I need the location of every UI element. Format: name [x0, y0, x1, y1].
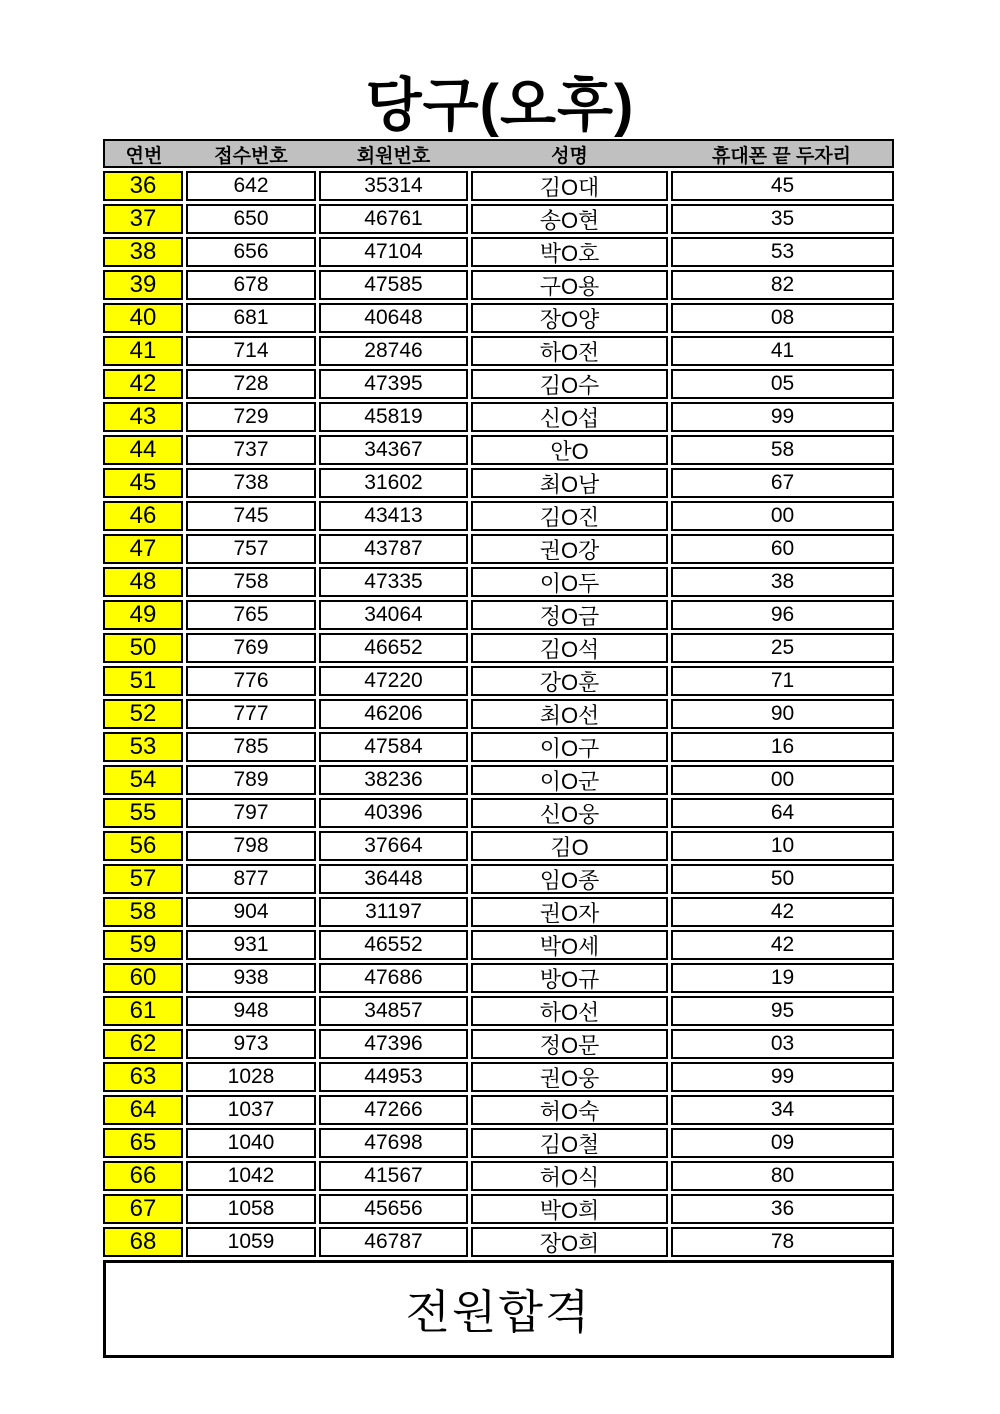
phone-digits-cell: 36 [671, 1194, 894, 1224]
seq-cell: 54 [103, 765, 183, 795]
seq-cell: 67 [103, 1194, 183, 1224]
member-no-cell: 46761 [319, 204, 468, 234]
name-cell: 신O섭 [471, 402, 668, 432]
member-no-cell: 47266 [319, 1095, 468, 1125]
member-no-cell: 34857 [319, 996, 468, 1026]
name-cell: 임O종 [471, 864, 668, 894]
name-cell: 김O석 [471, 633, 668, 663]
receipt-no-cell: 938 [186, 963, 316, 993]
member-no-cell: 36448 [319, 864, 468, 894]
receipt-no-cell: 798 [186, 831, 316, 861]
phone-digits-cell: 03 [671, 1029, 894, 1059]
name-cell: 최O선 [471, 699, 668, 729]
name-cell: 권O자 [471, 897, 668, 927]
name-cell: 권O강 [471, 534, 668, 564]
receipt-no-cell: 757 [186, 534, 316, 564]
seq-cell: 38 [103, 237, 183, 267]
table-header-grid [105, 141, 892, 166]
receipt-no-cell: 650 [186, 204, 316, 234]
name-cell: 이O군 [471, 765, 668, 795]
member-no-cell: 47396 [319, 1029, 468, 1059]
phone-digits-cell: 96 [671, 600, 894, 630]
phone-digits-cell: 78 [671, 1227, 894, 1257]
name-cell: 하O선 [471, 996, 668, 1026]
member-no-cell: 40648 [319, 303, 468, 333]
seq-cell: 55 [103, 798, 183, 828]
phone-digits-cell: 99 [671, 402, 894, 432]
seq-cell: 48 [103, 567, 183, 597]
receipt-no-cell: 948 [186, 996, 316, 1026]
name-cell: 권O웅 [471, 1062, 668, 1092]
phone-digits-cell: 00 [671, 765, 894, 795]
seq-cell: 43 [103, 402, 183, 432]
member-no-cell: 47335 [319, 567, 468, 597]
name-cell: 김O대 [471, 171, 668, 201]
member-no-cell: 31602 [319, 468, 468, 498]
receipt-no-cell: 656 [186, 237, 316, 267]
seq-cell: 40 [103, 303, 183, 333]
table-header-row [103, 139, 894, 168]
member-no-cell: 31197 [319, 897, 468, 927]
header-cell-phone-digits: 휴대폰 끝 두자리 [711, 146, 852, 167]
member-no-cell: 47584 [319, 732, 468, 762]
seq-cell: 37 [103, 204, 183, 234]
name-cell: 허O식 [471, 1161, 668, 1191]
seq-cell: 52 [103, 699, 183, 729]
seq-cell: 53 [103, 732, 183, 762]
seq-cell: 41 [103, 336, 183, 366]
receipt-no-cell: 1028 [186, 1062, 316, 1092]
phone-digits-cell: 95 [671, 996, 894, 1026]
seq-cell: 60 [103, 963, 183, 993]
phone-digits-cell: 38 [671, 567, 894, 597]
seq-cell: 59 [103, 930, 183, 960]
results-table [103, 139, 898, 1358]
phone-digits-cell: 45 [671, 171, 894, 201]
member-no-cell: 45656 [319, 1194, 468, 1224]
member-no-cell: 35314 [319, 171, 468, 201]
seq-cell: 68 [103, 1227, 183, 1257]
member-no-cell: 34064 [319, 600, 468, 630]
member-no-cell: 28746 [319, 336, 468, 366]
header-cell-receipt-no: 접수번호 [214, 146, 288, 167]
name-cell: 송O현 [471, 204, 668, 234]
receipt-no-cell: 769 [186, 633, 316, 663]
seq-cell: 46 [103, 501, 183, 531]
phone-digits-cell: 82 [671, 270, 894, 300]
phone-digits-cell: 64 [671, 798, 894, 828]
member-no-cell: 44953 [319, 1062, 468, 1092]
member-no-cell: 38236 [319, 765, 468, 795]
seq-cell: 62 [103, 1029, 183, 1059]
page-title: 당구(오후) [365, 73, 635, 138]
phone-digits-cell: 10 [671, 831, 894, 861]
phone-digits-cell: 42 [671, 930, 894, 960]
member-no-cell: 46652 [319, 633, 468, 663]
member-no-cell: 37664 [319, 831, 468, 861]
receipt-no-cell: 1040 [186, 1128, 316, 1158]
phone-digits-cell: 09 [671, 1128, 894, 1158]
member-no-cell: 47395 [319, 369, 468, 399]
seq-cell: 39 [103, 270, 183, 300]
receipt-no-cell: 877 [186, 864, 316, 894]
name-cell: 이O두 [471, 567, 668, 597]
seq-cell: 64 [103, 1095, 183, 1125]
phone-digits-cell: 50 [671, 864, 894, 894]
name-cell: 김O [471, 831, 668, 861]
name-cell: 김O수 [471, 369, 668, 399]
phone-digits-cell: 99 [671, 1062, 894, 1092]
seq-cell: 36 [103, 171, 183, 201]
receipt-no-cell: 1059 [186, 1227, 316, 1257]
receipt-no-cell: 973 [186, 1029, 316, 1059]
phone-digits-cell: 35 [671, 204, 894, 234]
name-cell: 장O양 [471, 303, 668, 333]
phone-digits-cell: 53 [671, 237, 894, 267]
phone-digits-cell: 90 [671, 699, 894, 729]
member-no-cell: 47585 [319, 270, 468, 300]
seq-cell: 63 [103, 1062, 183, 1092]
member-no-cell: 47698 [319, 1128, 468, 1158]
seq-cell: 42 [103, 369, 183, 399]
receipt-no-cell: 789 [186, 765, 316, 795]
receipt-no-cell: 1037 [186, 1095, 316, 1125]
header-cell-member-no: 회원번호 [356, 146, 431, 167]
seq-cell: 47 [103, 534, 183, 564]
name-cell: 방O규 [471, 963, 668, 993]
member-no-cell: 40396 [319, 798, 468, 828]
name-cell: 안O [471, 435, 668, 465]
receipt-no-cell: 737 [186, 435, 316, 465]
seq-cell: 65 [103, 1128, 183, 1158]
header-cell-name: 성명 [551, 146, 588, 167]
name-cell: 김O진 [471, 501, 668, 531]
receipt-no-cell: 1042 [186, 1161, 316, 1191]
all-pass-banner: 전원합격 [103, 1260, 894, 1358]
phone-digits-cell: 80 [671, 1161, 894, 1191]
receipt-no-cell: 745 [186, 501, 316, 531]
receipt-no-cell: 1058 [186, 1194, 316, 1224]
name-cell: 이O구 [471, 732, 668, 762]
phone-digits-cell: 16 [671, 732, 894, 762]
phone-digits-cell: 60 [671, 534, 894, 564]
seq-cell: 49 [103, 600, 183, 630]
header-cell-seq: 연번 [125, 146, 163, 167]
name-cell: 최O남 [471, 468, 668, 498]
name-cell: 정O금 [471, 600, 668, 630]
phone-digits-cell: 42 [671, 897, 894, 927]
phone-digits-cell: 41 [671, 336, 894, 366]
seq-cell: 45 [103, 468, 183, 498]
seq-cell: 44 [103, 435, 183, 465]
phone-digits-cell: 34 [671, 1095, 894, 1125]
seq-cell: 61 [103, 996, 183, 1026]
receipt-no-cell: 776 [186, 666, 316, 696]
member-no-cell: 46787 [319, 1227, 468, 1257]
member-no-cell: 45819 [319, 402, 468, 432]
receipt-no-cell: 785 [186, 732, 316, 762]
receipt-no-cell: 777 [186, 699, 316, 729]
seq-cell: 56 [103, 831, 183, 861]
seq-cell: 57 [103, 864, 183, 894]
phone-digits-cell: 71 [671, 666, 894, 696]
name-cell: 장O희 [471, 1227, 668, 1257]
name-cell: 구O용 [471, 270, 668, 300]
receipt-no-cell: 678 [186, 270, 316, 300]
receipt-no-cell: 758 [186, 567, 316, 597]
phone-digits-cell: 25 [671, 633, 894, 663]
name-cell: 박O호 [471, 237, 668, 267]
receipt-no-cell: 797 [186, 798, 316, 828]
name-cell: 강O훈 [471, 666, 668, 696]
phone-digits-cell: 00 [671, 501, 894, 531]
member-no-cell: 47686 [319, 963, 468, 993]
phone-digits-cell: 05 [671, 369, 894, 399]
seq-cell: 66 [103, 1161, 183, 1191]
name-cell: 허O숙 [471, 1095, 668, 1125]
name-cell: 박O희 [471, 1194, 668, 1224]
receipt-no-cell: 738 [186, 468, 316, 498]
phone-digits-cell: 58 [671, 435, 894, 465]
member-no-cell: 46552 [319, 930, 468, 960]
receipt-no-cell: 681 [186, 303, 316, 333]
receipt-no-cell: 765 [186, 600, 316, 630]
name-cell: 정O문 [471, 1029, 668, 1059]
seq-cell: 51 [103, 666, 183, 696]
receipt-no-cell: 729 [186, 402, 316, 432]
name-cell: 박O세 [471, 930, 668, 960]
receipt-no-cell: 931 [186, 930, 316, 960]
member-no-cell: 47220 [319, 666, 468, 696]
phone-digits-cell: 67 [671, 468, 894, 498]
member-no-cell: 34367 [319, 435, 468, 465]
name-cell: 김O철 [471, 1128, 668, 1158]
name-cell: 하O전 [471, 336, 668, 366]
member-no-cell: 43413 [319, 501, 468, 531]
member-no-cell: 41567 [319, 1161, 468, 1191]
receipt-no-cell: 728 [186, 369, 316, 399]
phone-digits-cell: 08 [671, 303, 894, 333]
phone-digits-cell: 19 [671, 963, 894, 993]
member-no-cell: 43787 [319, 534, 468, 564]
name-cell: 신O웅 [471, 798, 668, 828]
receipt-no-cell: 642 [186, 171, 316, 201]
seq-cell: 58 [103, 897, 183, 927]
receipt-no-cell: 904 [186, 897, 316, 927]
receipt-no-cell: 714 [186, 336, 316, 366]
member-no-cell: 46206 [319, 699, 468, 729]
seq-cell: 50 [103, 633, 183, 663]
member-no-cell: 47104 [319, 237, 468, 267]
